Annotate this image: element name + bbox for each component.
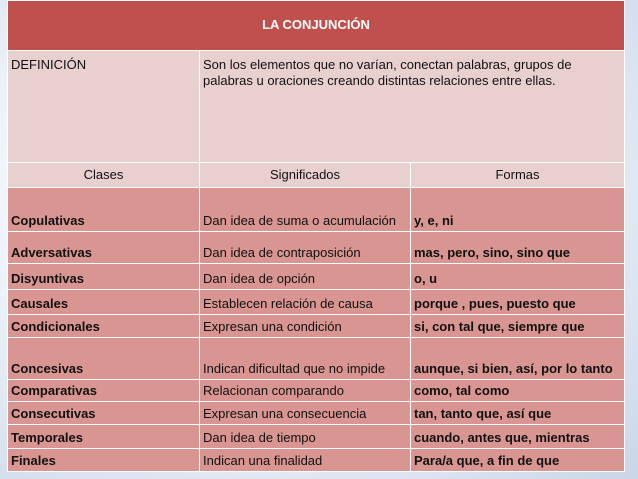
table-row xyxy=(8,337,625,379)
row-clase: Causales xyxy=(8,290,200,315)
row-formas: o, u xyxy=(411,263,625,289)
row-significado: Expresan una condición xyxy=(200,315,411,337)
table-row xyxy=(8,425,625,448)
title-row xyxy=(8,1,625,51)
row-clase: Concesivas xyxy=(8,337,200,379)
row-formas: si, con tal que, siempre que xyxy=(411,315,625,337)
row-clase: Finales xyxy=(8,448,200,471)
row-significado: Dan idea de contraposición xyxy=(200,232,411,263)
row-formas: como, tal como xyxy=(411,379,625,401)
row-formas: porque , pues, puesto que xyxy=(411,290,625,315)
row-clase: Copulativas xyxy=(8,187,200,231)
conjunction-table-wrapper xyxy=(7,0,624,472)
row-formas: tan, tanto que, así que xyxy=(411,402,625,425)
row-significado: Dan idea de tiempo xyxy=(200,425,411,448)
row-clase: Disyuntivas xyxy=(8,263,200,289)
row-significado: Dan idea de suma o acumulación xyxy=(200,187,411,231)
row-significado: Indican dificultad que no impide xyxy=(200,337,411,379)
table-row xyxy=(8,402,625,425)
row-formas: cuando, antes que, mientras xyxy=(411,425,625,448)
row-significado: Establecen relación de causa xyxy=(200,290,411,315)
table-row xyxy=(8,290,625,315)
row-clase: Adversativas xyxy=(8,232,200,263)
row-significado: Expresan una consecuencia xyxy=(200,402,411,425)
header-formas: Formas xyxy=(411,162,625,187)
table-row xyxy=(8,448,625,471)
row-clase: Condicionales xyxy=(8,315,200,337)
header-clases: Clases xyxy=(8,162,200,187)
row-formas: Para/a que, a fin de que xyxy=(411,448,625,471)
table-row xyxy=(8,379,625,401)
row-formas: y, e, ni xyxy=(411,187,625,231)
table-row xyxy=(8,263,625,289)
row-significado: Indican una finalidad xyxy=(200,448,411,471)
definition-text: Son los elementos que no varían, conectan palabras, grupos de palabras u oraciones creando distintas relaciones entre ellas. xyxy=(200,50,625,162)
column-header-row xyxy=(8,162,625,187)
header-significados: Significados xyxy=(200,162,411,187)
row-significado: Relacionan comparando xyxy=(200,379,411,401)
table-row xyxy=(8,187,625,231)
table-title: LA CONJUNCIÓN xyxy=(8,1,625,51)
conjunction-table xyxy=(7,0,625,472)
definition-label: DEFINICIÓN xyxy=(8,50,200,162)
definition-row xyxy=(8,50,625,162)
table-row xyxy=(8,232,625,263)
row-formas: aunque, si bien, así, por lo tanto xyxy=(411,337,625,379)
row-clase: Temporales xyxy=(8,425,200,448)
row-significado: Dan idea de opción xyxy=(200,263,411,289)
row-formas: mas, pero, sino, sino que xyxy=(411,232,625,263)
row-clase: Consecutivas xyxy=(8,402,200,425)
table-row xyxy=(8,315,625,337)
row-clase: Comparativas xyxy=(8,379,200,401)
